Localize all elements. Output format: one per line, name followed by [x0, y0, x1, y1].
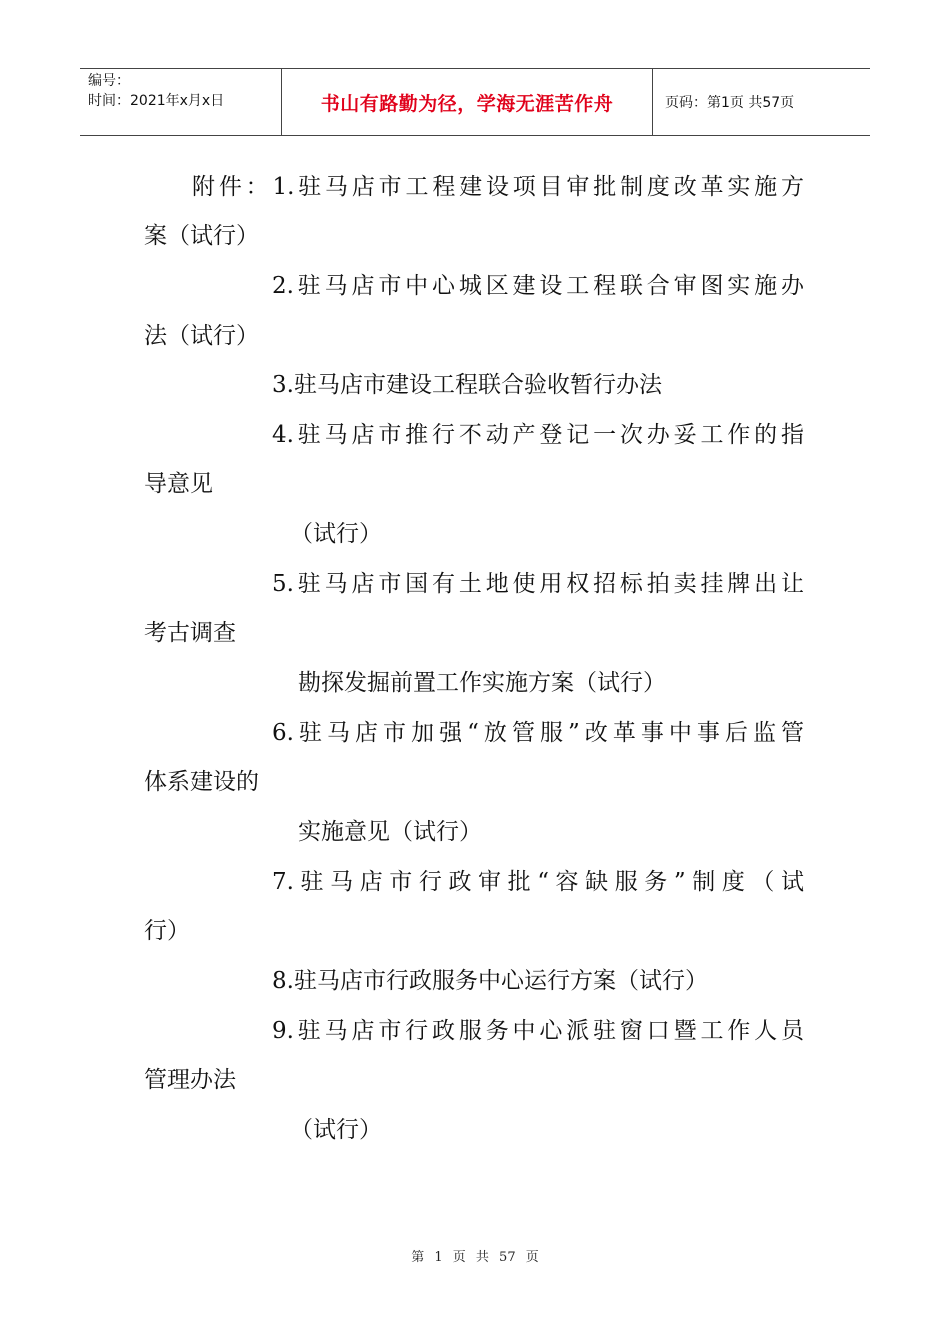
attachment-line-5: 3.驻马店市建设工程联合验收暂行办法	[272, 372, 662, 398]
attachment-line-4: 法（试行）	[144, 323, 259, 349]
attachment-line-7: 导意见	[144, 471, 213, 497]
attachment-line-8: （试行）	[290, 521, 382, 547]
page-header	[80, 68, 870, 136]
attachment-line-14: 实施意见（试行）	[298, 819, 482, 845]
attachment-line-19: 管理办法	[144, 1067, 236, 1093]
attachment-line-20: （试行）	[290, 1117, 382, 1143]
attachment-line-10: 考古调查	[144, 620, 236, 646]
attachment-line-13: 体系建设的	[144, 769, 259, 795]
page-footer: 第 1 页 共 57 页	[411, 1250, 539, 1265]
attachment-line-16: 行）	[144, 918, 190, 944]
header-motto: 书山有路勤为径，学海无涯苦作舟	[282, 69, 653, 135]
attachment-line-1: 附件：1.驻马店市工程建设项目审批制度改革实施方	[192, 174, 804, 200]
attachment-line-15: 7.驻马店市行政审批“容缺服务”制度（试	[272, 869, 804, 895]
attachment-line-6: 4.驻马店市推行不动产登记一次办妥工作的指	[272, 422, 804, 448]
attachment-line-9: 5.驻马店市国有土地使用权招标拍卖挂牌出让	[272, 571, 804, 597]
time-label: 时间：2021年x月x日	[88, 93, 225, 109]
serial-label: 编号：	[88, 73, 130, 89]
attachment-line-11: 勘探发掘前置工作实施方案（试行）	[298, 670, 666, 696]
header-page-info: 页码：第1页 共57页	[665, 95, 795, 111]
attachment-line-12: 6.驻马店市加强“放管服”改革事中事后监管	[272, 720, 804, 746]
attachment-line-3: 2.驻马店市中心城区建设工程联合审图实施办	[272, 273, 804, 299]
attachment-line-2: 案（试行）	[144, 223, 259, 249]
header-meta	[80, 69, 282, 135]
attachment-line-17: 8.驻马店市行政服务中心运行方案（试行）	[272, 968, 708, 994]
attachment-line-18: 9.驻马店市行政服务中心派驻窗口暨工作人员	[272, 1018, 804, 1044]
